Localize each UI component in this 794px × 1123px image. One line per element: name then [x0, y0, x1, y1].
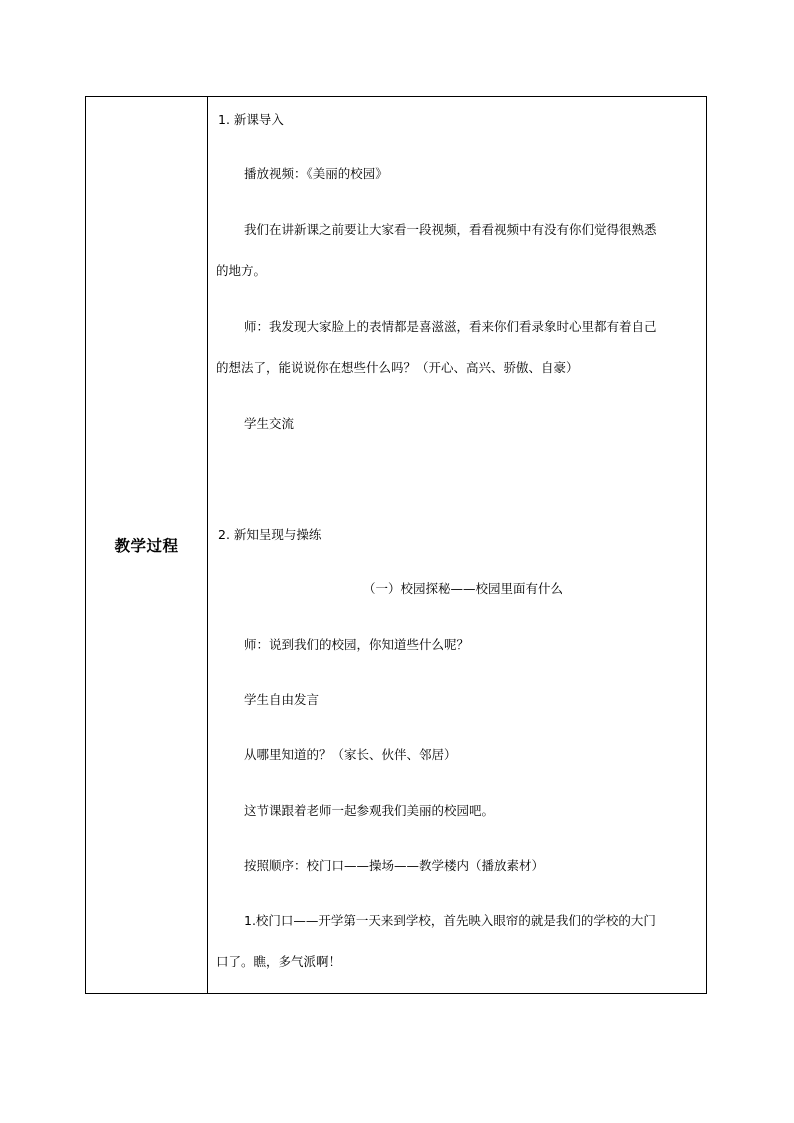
paragraph-line: 的想法了，能说说你在想些什么吗？（开心、高兴、骄傲、自豪） — [216, 360, 579, 375]
paragraph-line: 学生自由发言 — [244, 692, 320, 707]
paragraph-line: 1.校门口——开学第一天来到学校，首先映入眼帘的就是我们的学校的大门 — [244, 913, 656, 928]
lesson-table — [85, 96, 707, 994]
paragraph-line: 我们在讲新课之前要让大家看一段视频，看看视频中有没有你们觉得很熟悉 — [244, 222, 657, 237]
section-heading-intro: 1. 新课导入 — [218, 112, 284, 127]
paragraph-line: 口了。瞧，多气派啊！ — [216, 954, 342, 969]
row-label: 教学过程 — [114, 537, 179, 555]
row-label-cell — [86, 97, 207, 993]
paragraph-line: 学生交流 — [244, 416, 295, 431]
paragraph-line: 播放视频：《美丽的校园》 — [244, 166, 388, 181]
paragraph-line: 从哪里知道的？（家长、伙伴、邻居） — [244, 747, 457, 762]
paragraph-line: 师：说到我们的校园，你知道些什么呢？ — [244, 637, 470, 652]
paragraph-line: 师：我发现大家脸上的表情都是喜滋滋，看来你们看录象时心里都有着自己 — [244, 319, 657, 334]
paragraph-line: 这节课跟着老师一起参观我们美丽的校园吧。 — [244, 803, 495, 818]
section-heading-new-knowledge: 2. 新知呈现与操练 — [218, 527, 322, 542]
subsection-heading: （一）校园探秘——校园里面有什么 — [363, 581, 564, 596]
paragraph-line: 按照顺序：校门口——操场——教学楼内（播放素材） — [244, 858, 545, 873]
content-cell — [208, 97, 706, 993]
paragraph-line: 的地方。 — [216, 263, 267, 278]
